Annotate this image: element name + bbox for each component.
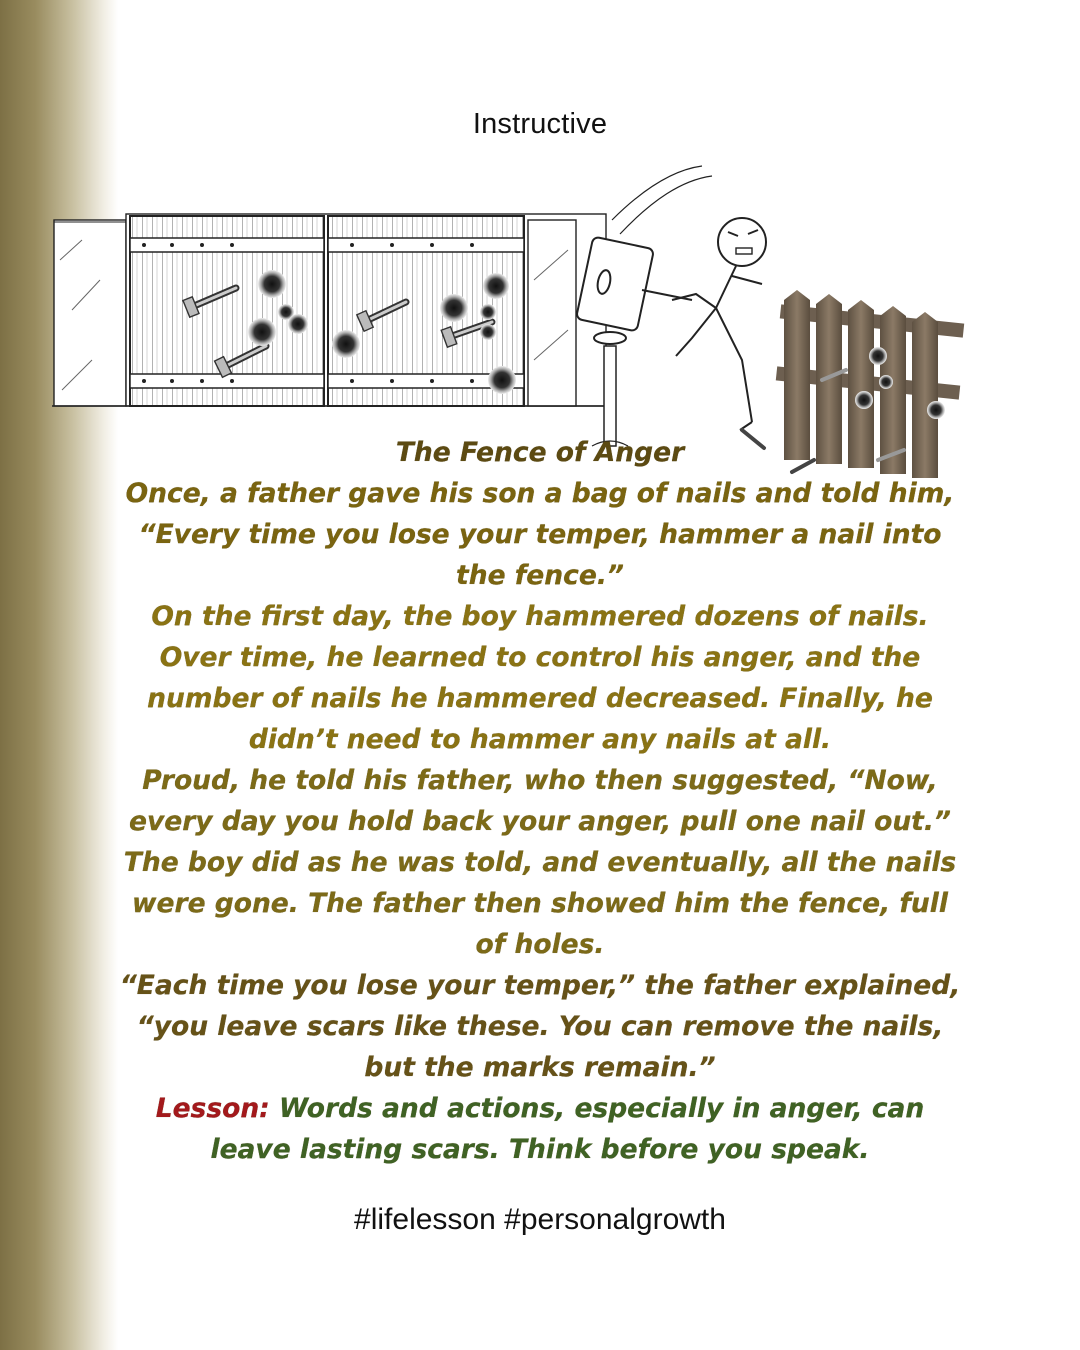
story-paragraph: On the first day, the boy hammered dozens of nails. Over time, he learned to control his anger, and the number of nails he hammered decreased. Finally, he didn’t need to hammer any nails at all. [147,601,933,755]
story-paragraph: “Each time you lose your temper,” the father explained, “you leave scars like these. You can remove the nails, but the marks remain.” [119,970,961,1083]
lesson-text: Words and actions, especially in anger, can leave lasting scars. Think before you speak. [210,1093,925,1165]
fence-left-gate [130,216,324,406]
story-paragraph: Once, a father gave his son a bag of nails and told him, “Every time you lose your temper, hammer a nail into the fence.” [125,478,955,591]
hashtags: #lifelesson #personalgrowth [354,1203,726,1236]
lesson-label: Lesson: [155,1093,270,1124]
hammer-man-icon [576,166,766,446]
lesson-line [118,1088,962,1170]
category-label: Instructive [472,108,608,140]
story-paragraph: Proud, he told his father, who then suggested, “Now, every day you hold back your anger, pull one nail out.” The boy did as he was told, and eventually, all the nails were gone. The father then showed him the fence, full of holes. [123,765,957,960]
story-text-block [118,432,962,1170]
story-title: The Fence of Anger [395,437,685,468]
